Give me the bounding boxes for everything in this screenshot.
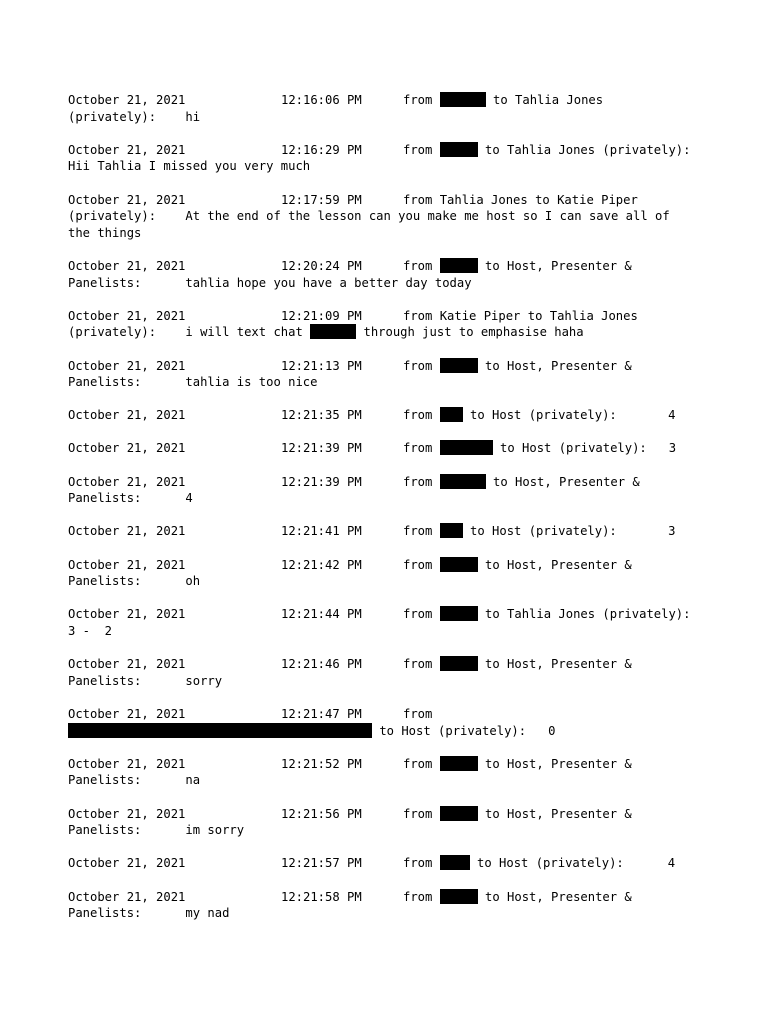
chat-entry: [68, 656, 718, 689]
recipient: to Tahlia Jones (privately):: [477, 142, 691, 157]
recipient: to Host (privately): 0: [372, 723, 556, 738]
entry-date: October 21, 2021: [68, 408, 186, 423]
recipient: to Tahlia Jones (privately):: [477, 607, 691, 622]
entry-date: October 21, 2021: [68, 192, 186, 207]
chat-entry: [68, 192, 718, 242]
entry-time: 12:21:58 PM: [281, 889, 362, 904]
sender-redaction: [440, 258, 478, 273]
sender-name: Tahlia Jones: [439, 192, 536, 207]
from-label: from: [403, 441, 440, 456]
entry-date: October 21, 2021: [68, 756, 186, 771]
recipient: to Host (privately): 3: [462, 524, 676, 539]
entry-header-line: [68, 308, 718, 325]
entry-header-line: [68, 92, 718, 109]
chat-entry: [68, 855, 718, 872]
entry-header-line: [68, 889, 718, 906]
chat-entry: [68, 889, 718, 922]
chat-entry: [68, 358, 718, 391]
from-label: from: [403, 657, 440, 672]
entry-message-line: Panelists: my nad: [68, 906, 230, 921]
entry-time: 12:21:56 PM: [281, 806, 362, 821]
entry-header-line: [68, 474, 718, 491]
entry-date: October 21, 2021: [68, 806, 186, 821]
entry-header-line: [68, 192, 718, 209]
chat-entry: [68, 474, 718, 507]
from-label: from: [403, 706, 440, 721]
entry-message-line: Hii Tahlia I missed you very much: [68, 159, 311, 174]
entry-header-line: [68, 440, 718, 457]
entry-date: October 21, 2021: [68, 557, 186, 572]
from-label: from: [403, 93, 440, 107]
sender-name: Katie Piper: [439, 308, 528, 323]
chat-entry: [68, 806, 718, 839]
entry-header-line: [68, 557, 718, 574]
entry-header-line: [68, 806, 718, 823]
recipient: to Host, Presenter &: [477, 806, 632, 821]
recipient: to Host, Presenter &: [477, 258, 632, 273]
recipient: to Host, Presenter &: [477, 889, 632, 904]
entry-message-line: (privately): hi: [68, 109, 201, 124]
entry-message-line: the things: [68, 225, 142, 240]
entry-date: October 21, 2021: [68, 657, 186, 672]
entry-header-line: [68, 656, 718, 673]
chat-entry: [68, 606, 718, 639]
chat-entry: [68, 258, 718, 291]
sender-redaction: [440, 889, 478, 904]
recipient: to Host (privately): 4: [469, 856, 676, 871]
recipient: to Host, Presenter &: [477, 358, 632, 373]
entry-time: 12:16:29 PM: [281, 142, 362, 157]
from-label: from: [403, 308, 440, 323]
entry-time: 12:21:46 PM: [281, 657, 362, 672]
from-label: from: [403, 607, 440, 622]
from-label: from: [403, 557, 440, 572]
entry-date: October 21, 2021: [68, 142, 186, 157]
chat-entry: [68, 440, 718, 457]
entry-message-line: Panelists: na: [68, 773, 201, 788]
sender-redaction: [440, 606, 478, 621]
from-label: from: [403, 756, 440, 771]
sender-redaction: [440, 407, 463, 422]
entry-time: 12:20:24 PM: [281, 258, 362, 273]
recipient: to Host, Presenter &: [477, 557, 632, 572]
entry-message-line: Panelists: 4: [68, 491, 193, 506]
entry-time: 12:21:09 PM: [281, 308, 362, 323]
entry-header-line: [68, 855, 718, 872]
entry-time: 12:21:35 PM: [281, 408, 362, 423]
recipient: to Host, Presenter &: [485, 474, 640, 489]
from-label: from: [403, 856, 440, 871]
entry-header-line: [68, 142, 718, 159]
entry-date: October 21, 2021: [68, 889, 186, 904]
chat-entry: [68, 756, 718, 789]
sender-redaction: [68, 723, 98, 738]
entry-time: 12:21:13 PM: [281, 358, 362, 373]
recipient: to Host (privately): 4: [462, 408, 676, 423]
recipient: to Host, Presenter &: [477, 657, 632, 672]
entry-time: 12:21:47 PM: [281, 706, 362, 721]
chat-log: [68, 92, 718, 938]
entry-message-line: Panelists: tahlia hope you have a better day today: [68, 275, 472, 290]
entry-time: 12:21:52 PM: [281, 756, 362, 771]
entry-header-line: [68, 407, 718, 424]
sender-redaction: [440, 358, 478, 373]
entry-date: October 21, 2021: [68, 474, 186, 489]
recipient: to Katie Piper: [535, 192, 638, 207]
recipient: to Host (privately): 3: [492, 441, 677, 456]
from-label: from: [403, 889, 440, 904]
entry-time: 12:21:41 PM: [281, 524, 362, 539]
entry-header-line: [68, 258, 718, 275]
entry-message-line: Panelists: im sorry: [68, 823, 245, 838]
recipient: to Tahlia Jones: [527, 308, 638, 323]
chat-entry: [68, 142, 718, 175]
chat-entry: [68, 92, 718, 125]
entry-header-line: [68, 706, 718, 723]
entry-date: October 21, 2021: [68, 93, 186, 107]
entry-header-line: [68, 358, 718, 375]
entry-date: October 21, 2021: [68, 607, 186, 622]
entry-time: 12:16:06 PM: [281, 93, 362, 107]
entry-date: October 21, 2021: [68, 524, 186, 539]
message-text: (privately): i will text chat: [68, 325, 311, 340]
sender-redaction: [440, 474, 486, 489]
entry-time: 12:21:57 PM: [281, 856, 362, 871]
entry-date: October 21, 2021: [68, 706, 186, 721]
sender-redaction: [440, 756, 478, 771]
from-label: from: [403, 474, 440, 489]
chat-entry: [68, 706, 718, 739]
entry-date: October 21, 2021: [68, 308, 186, 323]
recipient: to Tahlia Jones: [485, 93, 604, 107]
entry-message-line: Panelists: oh: [68, 574, 201, 589]
entry-date: October 21, 2021: [68, 358, 186, 373]
from-label: from: [403, 806, 440, 821]
inline-redaction: [310, 324, 356, 339]
entry-time: 12:21:39 PM: [281, 474, 362, 489]
entry-header-line: [68, 523, 718, 540]
from-label: from: [403, 142, 440, 157]
entry-header-line: [68, 606, 718, 623]
chat-entry: [68, 523, 718, 540]
entry-header-line: [68, 756, 718, 773]
entry-message-line: Panelists: tahlia is too nice: [68, 375, 318, 390]
entry-date: October 21, 2021: [68, 856, 186, 871]
sender-redaction: [440, 557, 478, 572]
chat-entry: [68, 557, 718, 590]
entry-message-line: [68, 324, 718, 341]
sender-redaction: [440, 855, 470, 870]
entry-time: 12:17:59 PM: [281, 192, 362, 207]
from-label: from: [403, 192, 440, 207]
entry-date: October 21, 2021: [68, 441, 186, 456]
entry-message-line: (privately): At the end of the lesson can you make me host so I can save all of: [68, 209, 670, 224]
sender-redaction: [440, 142, 478, 157]
entry-time: 12:21:42 PM: [281, 557, 362, 572]
entry-message-line: Panelists: sorry: [68, 673, 223, 688]
sender-redaction: [98, 723, 372, 738]
from-label: from: [403, 524, 440, 539]
chat-entry: [68, 407, 718, 424]
sender-redaction: [440, 656, 478, 671]
sender-redaction: [440, 523, 463, 538]
entry-date: October 21, 2021: [68, 258, 186, 273]
entry-time: 12:21:44 PM: [281, 607, 362, 622]
entry-message-line: [68, 723, 718, 740]
sender-redaction: [440, 806, 478, 821]
message-text: through just to emphasise haha: [356, 325, 584, 340]
entry-time: 12:21:39 PM: [281, 441, 362, 456]
recipient: to Host, Presenter &: [477, 756, 632, 771]
from-label: from: [403, 358, 440, 373]
sender-redaction: [440, 440, 493, 455]
entry-message-line: 3 - 2: [68, 624, 113, 638]
from-label: from: [403, 258, 440, 273]
sender-redaction: [440, 92, 486, 107]
chat-entry: [68, 308, 718, 341]
from-label: from: [403, 408, 440, 423]
